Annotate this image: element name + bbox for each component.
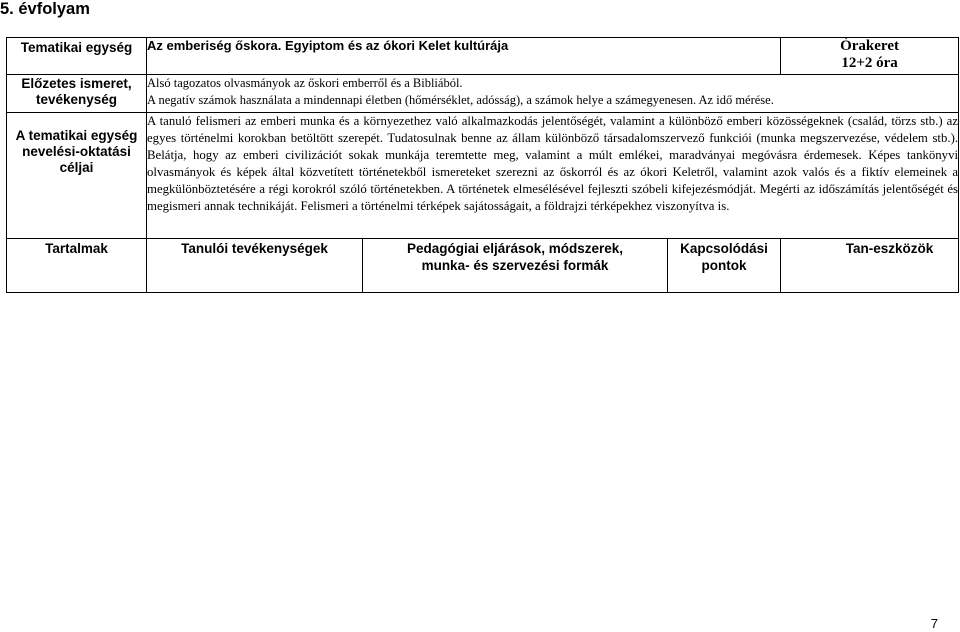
thematic-unit-title: Az emberiség őskora. Egyiptom és az ókori Kelet kultúrája <box>147 38 781 75</box>
column-header-connections: Kapcsolódási pontok <box>668 239 781 293</box>
curriculum-table <box>6 37 959 293</box>
prior-knowledge-text <box>147 75 959 113</box>
prior-knowledge-line: Alsó tagozatos olvasmányok az őskori emberről és a Bibliából. <box>147 76 463 90</box>
hours-label: Órakeret <box>840 38 899 54</box>
column-header-row <box>7 239 959 293</box>
thematic-unit-row <box>7 38 959 75</box>
column-header-pedagogical-methods: Pedagógiai eljárások, módszerek, munka- és szervezési formák <box>363 239 668 293</box>
column-header-tools: Tan-eszközök <box>781 239 959 293</box>
prior-knowledge-label: Előzetes ismeret, tevékenység <box>7 75 147 113</box>
column-header-student-activities: Tanulói tevékenységek <box>147 239 363 293</box>
prior-knowledge-line: A negatív számok használata a mindennapi életben (hőmérséklet, adósság), a számok helye a számegyenesen. Az idő mérése. <box>147 93 774 107</box>
prior-knowledge-row <box>7 75 959 113</box>
page-number: 7 <box>930 616 938 631</box>
goals-text: A tanuló felismeri az emberi munka és a környezethez való alkalmazkodás jelentőségét, valamint a különböző emberi közösségeknek (család, törzs stb.) az egyes történelmi korokban betöltött szerepét. Tudatosulnak benne az állam különböző társadalomszervező funkciói (munka megszervezése, védelem stb.). Belátja, hogy az emberi civilizációt sokak munkája teremtette meg, valamint a múlt emlékei, maradványai megóvásra érdemesek. Képes tankönyvi olvasmányok és képek által közvetített történetekből ismereteket szerezni az őskorról és az ókori Keletről, valamint azok valós és a fiktív elemeinek a megkülönböztetésére a régi korokról szóló történetekben. A történetek elmesélésével fejleszti szóbeli kifejezésmódját. Megérti az időszámítás jelentőségét és megismeri annak technikáját. Felismeri a történelmi térképek sajátosságait, a földrajzi térképekhez viszonyítva is. <box>147 113 959 239</box>
hours-cell <box>781 38 959 75</box>
goals-label: A tematikai egység nevelési-oktatási céljai <box>7 113 147 239</box>
hours-value: 12+2 óra <box>841 55 898 71</box>
page-heading: 5. évfolyam <box>0 0 90 18</box>
column-header-contents: Tartalmak <box>7 239 147 293</box>
goals-row <box>7 113 959 239</box>
thematic-unit-label: Tematikai egység <box>7 38 147 75</box>
